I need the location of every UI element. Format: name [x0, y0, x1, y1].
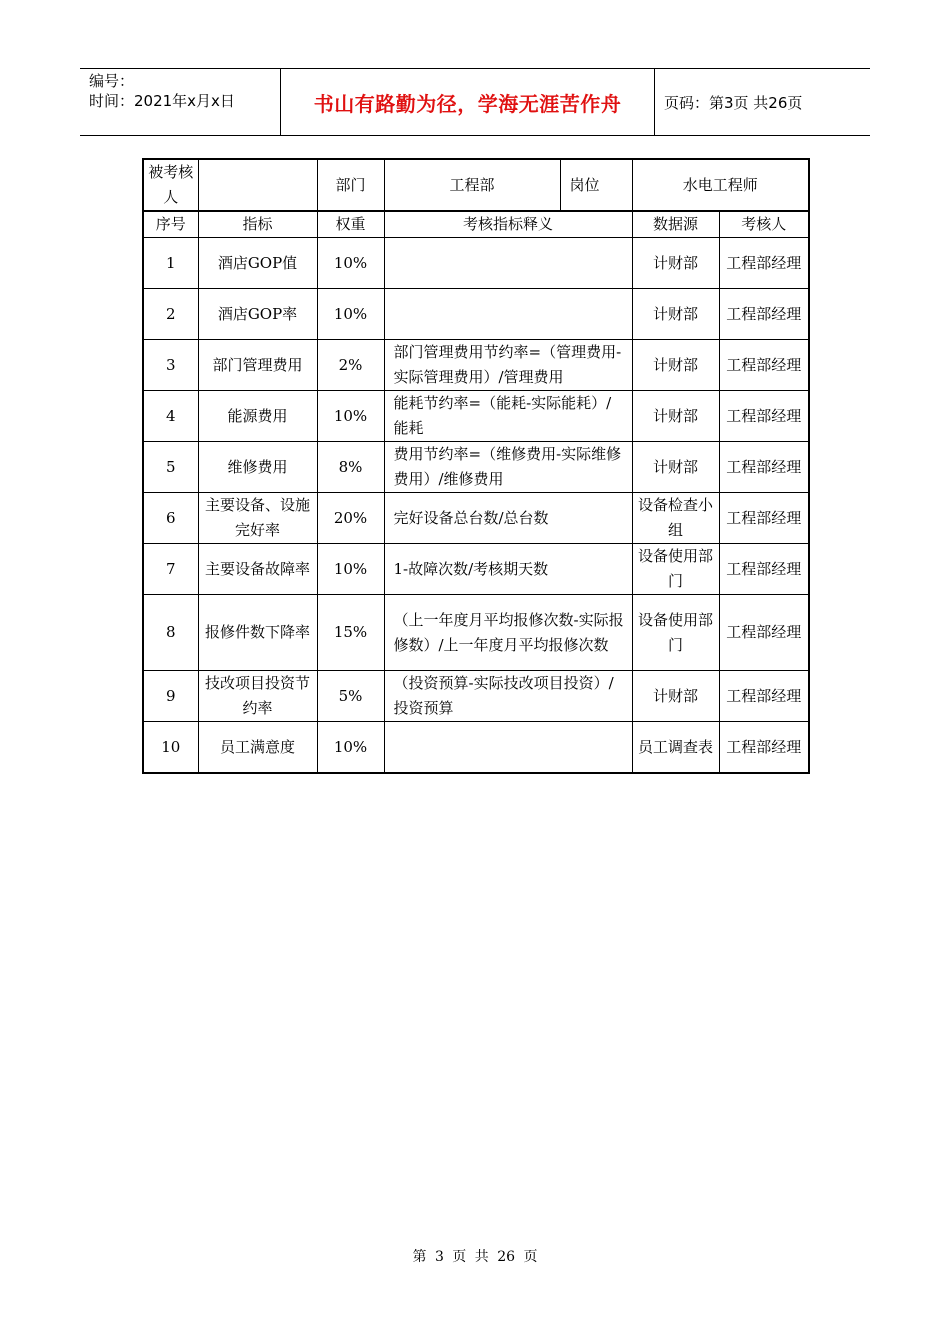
- row-number: 4: [143, 391, 198, 442]
- header-time: 时间：2021年x月x日: [89, 92, 235, 110]
- table-row: [143, 493, 809, 544]
- table-body: [143, 238, 809, 774]
- row-number: 8: [143, 595, 198, 671]
- row-description: [384, 289, 632, 340]
- header-page-info: 页码：第3页 共26页: [664, 93, 803, 112]
- col-header-no: 序号: [143, 211, 198, 238]
- row-weight: 10%: [317, 289, 384, 340]
- row-weight: 8%: [317, 442, 384, 493]
- row-indicator: 酒店GOP值: [198, 238, 317, 289]
- info-row: [143, 159, 809, 211]
- page-footer: 第 3 页 共 26 页: [412, 1249, 538, 1265]
- row-description: [384, 238, 632, 289]
- row-number: 6: [143, 493, 198, 544]
- row-weight: 10%: [317, 722, 384, 774]
- person-label: 被考核人: [143, 159, 198, 211]
- row-assessor: 工程部经理: [719, 340, 809, 391]
- row-source: 设备检查小组: [632, 493, 719, 544]
- row-weight: 10%: [317, 391, 384, 442]
- page-header: [80, 68, 870, 136]
- row-source: 计财部: [632, 671, 719, 722]
- row-assessor: 工程部经理: [719, 442, 809, 493]
- row-description: 费用节约率=（维修费用-实际维修费用）/维修费用: [384, 442, 632, 493]
- post-value: 水电工程师: [632, 159, 809, 211]
- col-header-source: 数据源: [632, 211, 719, 238]
- row-description: 1-故障次数/考核期天数: [384, 544, 632, 595]
- row-description: 完好设备总台数/总台数: [384, 493, 632, 544]
- row-indicator: 维修费用: [198, 442, 317, 493]
- row-weight: 20%: [317, 493, 384, 544]
- table-row: [143, 595, 809, 671]
- row-assessor: 工程部经理: [719, 238, 809, 289]
- row-assessor: 工程部经理: [719, 391, 809, 442]
- post-label: 岗位: [560, 159, 632, 211]
- row-weight: 15%: [317, 595, 384, 671]
- row-assessor: 工程部经理: [719, 493, 809, 544]
- row-source: 计财部: [632, 340, 719, 391]
- row-indicator: 主要设备故障率: [198, 544, 317, 595]
- row-source: 计财部: [632, 238, 719, 289]
- table-row: [143, 544, 809, 595]
- row-weight: 10%: [317, 238, 384, 289]
- row-indicator: 能源费用: [198, 391, 317, 442]
- row-description: 部门管理费用节约率=（管理费用-实际管理费用）/管理费用: [384, 340, 632, 391]
- col-header-desc: 考核指标释义: [384, 211, 632, 238]
- row-description: （投资预算-实际技改项目投资）/投资预算: [384, 671, 632, 722]
- row-weight: 5%: [317, 671, 384, 722]
- table-row: [143, 722, 809, 774]
- person-value: [198, 159, 317, 211]
- table-row: [143, 391, 809, 442]
- row-indicator: 员工满意度: [198, 722, 317, 774]
- row-number: 7: [143, 544, 198, 595]
- table-row: [143, 442, 809, 493]
- row-source: 计财部: [632, 391, 719, 442]
- row-number: 5: [143, 442, 198, 493]
- column-header-row: [143, 211, 809, 238]
- row-source: 员工调查表: [632, 722, 719, 774]
- row-indicator: 部门管理费用: [198, 340, 317, 391]
- dept-label: 部门: [317, 159, 384, 211]
- row-indicator: 报修件数下降率: [198, 595, 317, 671]
- row-assessor: 工程部经理: [719, 722, 809, 774]
- row-indicator: 技改项目投资节约率: [198, 671, 317, 722]
- col-header-weight: 权重: [317, 211, 384, 238]
- row-description: （上一年度月平均报修次数-实际报修数）/上一年度月平均报修次数: [384, 595, 632, 671]
- header-meta: [80, 69, 281, 135]
- col-header-indicator: 指标: [198, 211, 317, 238]
- table-row: [143, 671, 809, 722]
- row-source: 计财部: [632, 442, 719, 493]
- row-assessor: 工程部经理: [719, 289, 809, 340]
- table-row: [143, 340, 809, 391]
- header-motto: 书山有路勤为径，学海无涯苦作舟: [281, 69, 655, 135]
- row-source: 计财部: [632, 289, 719, 340]
- row-weight: 10%: [317, 544, 384, 595]
- header-number: 编号：: [89, 72, 135, 90]
- row-number: 10: [143, 722, 198, 774]
- row-number: 3: [143, 340, 198, 391]
- assessment-table: [142, 158, 810, 774]
- row-source: 设备使用部门: [632, 544, 719, 595]
- row-assessor: 工程部经理: [719, 595, 809, 671]
- row-number: 1: [143, 238, 198, 289]
- row-indicator: 主要设备、设施完好率: [198, 493, 317, 544]
- row-source: 设备使用部门: [632, 595, 719, 671]
- row-assessor: 工程部经理: [719, 671, 809, 722]
- row-number: 9: [143, 671, 198, 722]
- dept-value: 工程部: [384, 159, 560, 211]
- row-weight: 2%: [317, 340, 384, 391]
- row-assessor: 工程部经理: [719, 544, 809, 595]
- row-description: 能耗节约率=（能耗-实际能耗）/能耗: [384, 391, 632, 442]
- row-number: 2: [143, 289, 198, 340]
- col-header-assessor: 考核人: [719, 211, 809, 238]
- row-indicator: 酒店GOP率: [198, 289, 317, 340]
- row-description: [384, 722, 632, 774]
- table-row: [143, 289, 809, 340]
- table-row: [143, 238, 809, 289]
